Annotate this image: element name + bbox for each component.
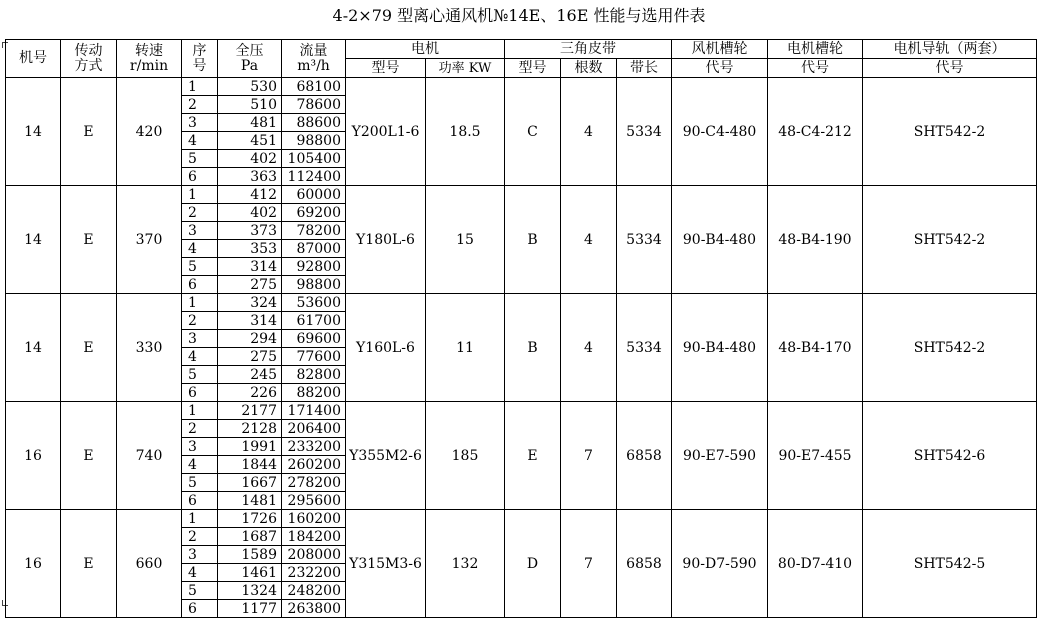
machine-no-cell: 16: [6, 510, 61, 618]
total-pressure-cell: 402: [218, 150, 282, 168]
flow-cell: 105400: [282, 150, 346, 168]
header-drive-mode: [61, 40, 117, 78]
total-pressure-cell: 412: [218, 186, 282, 204]
header-motor-pulley: 电机槽轮: [768, 40, 863, 59]
flow-cell: 208000: [282, 546, 346, 564]
belt-length-cell: 5334: [617, 186, 672, 294]
total-pressure-cell: 363: [218, 168, 282, 186]
page-title: 4-2×79 型离心通风机№14E、16E 性能与选用件表: [332, 6, 706, 25]
seq-no-cell: 5: [182, 258, 218, 276]
total-pressure-cell: 275: [218, 348, 282, 366]
table-row: [6, 402, 1037, 420]
seq-no-cell: 6: [182, 384, 218, 402]
motor-power-cell: 18.5: [426, 78, 505, 186]
total-pressure-cell: 294: [218, 330, 282, 348]
flow-cell: 171400: [282, 402, 346, 420]
seq-no-cell: 4: [182, 132, 218, 150]
drive-mode-cell: E: [61, 510, 117, 618]
total-pressure-cell: 373: [218, 222, 282, 240]
fan-pulley-code-cell: 90-C4-480: [672, 78, 768, 186]
belt-model-cell: B: [505, 186, 561, 294]
belt-count-cell: 4: [561, 294, 617, 402]
seq-no-cell: 6: [182, 600, 218, 618]
total-pressure-cell: 451: [218, 132, 282, 150]
seq-no-cell: 4: [182, 456, 218, 474]
fan-pulley-code-cell: 90-D7-590: [672, 510, 768, 618]
table-row: [6, 186, 1037, 204]
flow-cell: 232200: [282, 564, 346, 582]
total-pressure-cell: 2177: [218, 402, 282, 420]
motor-model-cell: Y180L-6: [346, 186, 426, 294]
header-fan-pulley-code: 代号: [672, 59, 768, 78]
seq-no-cell: 2: [182, 96, 218, 114]
total-pressure-cell: 1844: [218, 456, 282, 474]
total-pressure-cell: 314: [218, 312, 282, 330]
header-belt-model: 型号: [505, 59, 561, 78]
flow-cell: 68100: [282, 78, 346, 96]
speed-cell: 420: [117, 78, 182, 186]
seq-no-cell: 5: [182, 474, 218, 492]
total-pressure-cell: 1589: [218, 546, 282, 564]
flow-cell: 112400: [282, 168, 346, 186]
seq-no-cell: 1: [182, 402, 218, 420]
belt-count-cell: 7: [561, 510, 617, 618]
header-speed-line1: 转速: [135, 42, 163, 59]
seq-no-cell: 3: [182, 114, 218, 132]
flow-cell: 61700: [282, 312, 346, 330]
total-pressure-cell: 481: [218, 114, 282, 132]
seq-no-cell: 2: [182, 420, 218, 438]
seq-no-cell: 6: [182, 492, 218, 510]
motor-pulley-code-cell: 48-C4-212: [768, 78, 863, 186]
total-pressure-cell: 1481: [218, 492, 282, 510]
flow-cell: 184200: [282, 528, 346, 546]
motor-model-cell: Y315M3-6: [346, 510, 426, 618]
flow-cell: 78600: [282, 96, 346, 114]
drive-mode-cell: E: [61, 78, 117, 186]
total-pressure-cell: 245: [218, 366, 282, 384]
flow-cell: 206400: [282, 420, 346, 438]
header-motor: 电机: [346, 40, 505, 59]
flow-cell: 60000: [282, 186, 346, 204]
header-motor-power: 功率 KW: [426, 59, 505, 78]
flow-cell: 260200: [282, 456, 346, 474]
table-row: [6, 78, 1037, 96]
flow-cell: 295600: [282, 492, 346, 510]
total-pressure-cell: 1726: [218, 510, 282, 528]
seq-no-cell: 1: [182, 78, 218, 96]
seq-no-cell: 6: [182, 168, 218, 186]
total-pressure-cell: 1324: [218, 582, 282, 600]
header-speed-line2: r/min: [129, 57, 169, 74]
motor-model-cell: Y160L-6: [346, 294, 426, 402]
flow-cell: 263800: [282, 600, 346, 618]
belt-count-cell: 4: [561, 78, 617, 186]
total-pressure-cell: 226: [218, 384, 282, 402]
belt-length-cell: 5334: [617, 294, 672, 402]
header-flow: [282, 40, 346, 78]
belt-model-cell: B: [505, 294, 561, 402]
flow-cell: 98800: [282, 132, 346, 150]
flow-cell: 278200: [282, 474, 346, 492]
total-pressure-cell: 275: [218, 276, 282, 294]
machine-no-cell: 14: [6, 78, 61, 186]
seq-no-cell: 2: [182, 204, 218, 222]
fan-pulley-code-cell: 90-B4-480: [672, 186, 768, 294]
header-seq-no: [182, 40, 218, 78]
machine-no-cell: 16: [6, 402, 61, 510]
flow-cell: 69600: [282, 330, 346, 348]
motor-rail-code-cell: SHT542-2: [863, 78, 1037, 186]
seq-no-cell: 1: [182, 510, 218, 528]
total-pressure-cell: 1687: [218, 528, 282, 546]
header-total-pressure-line2: Pa: [240, 57, 259, 74]
flow-cell: 77600: [282, 348, 346, 366]
machine-no-cell: 14: [6, 294, 61, 402]
fan-pulley-code-cell: 90-E7-590: [672, 402, 768, 510]
seq-no-cell: 3: [182, 222, 218, 240]
drive-mode-cell: E: [61, 402, 117, 510]
speed-cell: 370: [117, 186, 182, 294]
motor-power-cell: 185: [426, 402, 505, 510]
speed-cell: 660: [117, 510, 182, 618]
flow-cell: 92800: [282, 258, 346, 276]
motor-power-cell: 11: [426, 294, 505, 402]
header-flow-line2: m³/h: [297, 57, 330, 74]
belt-model-cell: D: [505, 510, 561, 618]
seq-no-cell: 3: [182, 330, 218, 348]
table-row: [6, 294, 1037, 312]
seq-no-cell: 4: [182, 564, 218, 582]
flow-cell: 53600: [282, 294, 346, 312]
belt-count-cell: 4: [561, 186, 617, 294]
flow-cell: 88200: [282, 384, 346, 402]
table-row: [6, 510, 1037, 528]
header-total-pressure: [218, 40, 282, 78]
seq-no-cell: 2: [182, 312, 218, 330]
belt-length-cell: 6858: [617, 402, 672, 510]
flow-cell: 88600: [282, 114, 346, 132]
seq-no-cell: 5: [182, 582, 218, 600]
speed-cell: 740: [117, 402, 182, 510]
seq-no-cell: 4: [182, 348, 218, 366]
seq-no-cell: 2: [182, 528, 218, 546]
belt-length-cell: 5334: [617, 78, 672, 186]
motor-pulley-code-cell: 80-D7-410: [768, 510, 863, 618]
header-motor-pulley-code: 代号: [768, 59, 863, 78]
belt-model-cell: E: [505, 402, 561, 510]
header-speed: [117, 40, 182, 78]
motor-model-cell: Y355M2-6: [346, 402, 426, 510]
header-motor-rail: 电机导轨（两套）: [863, 40, 1037, 59]
performance-table: [5, 39, 1037, 618]
seq-no-cell: 3: [182, 438, 218, 456]
total-pressure-cell: 510: [218, 96, 282, 114]
drive-mode-cell: E: [61, 294, 117, 402]
motor-pulley-code-cell: 90-E7-455: [768, 402, 863, 510]
seq-no-cell: 5: [182, 366, 218, 384]
machine-no-cell: 14: [6, 186, 61, 294]
motor-model-cell: Y200L1-6: [346, 78, 426, 186]
motor-pulley-code-cell: 48-B4-170: [768, 294, 863, 402]
total-pressure-cell: 1177: [218, 600, 282, 618]
header-belt-length: 带长: [617, 59, 672, 78]
flow-cell: 82800: [282, 366, 346, 384]
motor-power-cell: 132: [426, 510, 505, 618]
total-pressure-cell: 402: [218, 204, 282, 222]
flow-cell: 248200: [282, 582, 346, 600]
seq-no-cell: 3: [182, 546, 218, 564]
flow-cell: 160200: [282, 510, 346, 528]
motor-rail-code-cell: SHT542-6: [863, 402, 1037, 510]
total-pressure-cell: 530: [218, 78, 282, 96]
flow-cell: 233200: [282, 438, 346, 456]
belt-model-cell: C: [505, 78, 561, 186]
flow-cell: 87000: [282, 240, 346, 258]
total-pressure-cell: 353: [218, 240, 282, 258]
table-body: [6, 78, 1037, 618]
header-motor-model: 型号: [346, 59, 426, 78]
header-fan-pulley: 风机槽轮: [672, 40, 768, 59]
motor-rail-code-cell: SHT542-2: [863, 186, 1037, 294]
total-pressure-cell: 314: [218, 258, 282, 276]
motor-power-cell: 15: [426, 186, 505, 294]
header-motor-rail-code: 代号: [863, 59, 1037, 78]
flow-cell: 98800: [282, 276, 346, 294]
header-machine-no: 机号: [6, 40, 61, 78]
drive-mode-cell: E: [61, 186, 117, 294]
motor-rail-code-cell: SHT542-2: [863, 294, 1037, 402]
header-drive-mode-line1: 传动: [74, 42, 103, 59]
flow-cell: 78200: [282, 222, 346, 240]
motor-rail-code-cell: SHT542-5: [863, 510, 1037, 618]
belt-count-cell: 7: [561, 402, 617, 510]
seq-no-cell: 6: [182, 276, 218, 294]
speed-cell: 330: [117, 294, 182, 402]
total-pressure-cell: 1667: [218, 474, 282, 492]
flow-cell: 69200: [282, 204, 346, 222]
total-pressure-cell: 1461: [218, 564, 282, 582]
header-flow-line1: 流量: [299, 42, 328, 59]
motor-pulley-code-cell: 48-B4-190: [768, 186, 863, 294]
header-seq-no-line1: 序: [192, 42, 207, 59]
header-drive-mode-line2: 方式: [74, 57, 103, 74]
header-v-belt: 三角皮带: [505, 40, 672, 59]
header-total-pressure-line1: 全压: [235, 42, 264, 59]
header-seq-no-line2: 号: [192, 57, 207, 74]
seq-no-cell: 1: [182, 186, 218, 204]
total-pressure-cell: 2128: [218, 420, 282, 438]
belt-length-cell: 6858: [617, 510, 672, 618]
total-pressure-cell: 324: [218, 294, 282, 312]
header-belt-count: 根数: [561, 59, 617, 78]
seq-no-cell: 1: [182, 294, 218, 312]
seq-no-cell: 5: [182, 150, 218, 168]
seq-no-cell: 4: [182, 240, 218, 258]
fan-pulley-code-cell: 90-B4-480: [672, 294, 768, 402]
total-pressure-cell: 1991: [218, 438, 282, 456]
